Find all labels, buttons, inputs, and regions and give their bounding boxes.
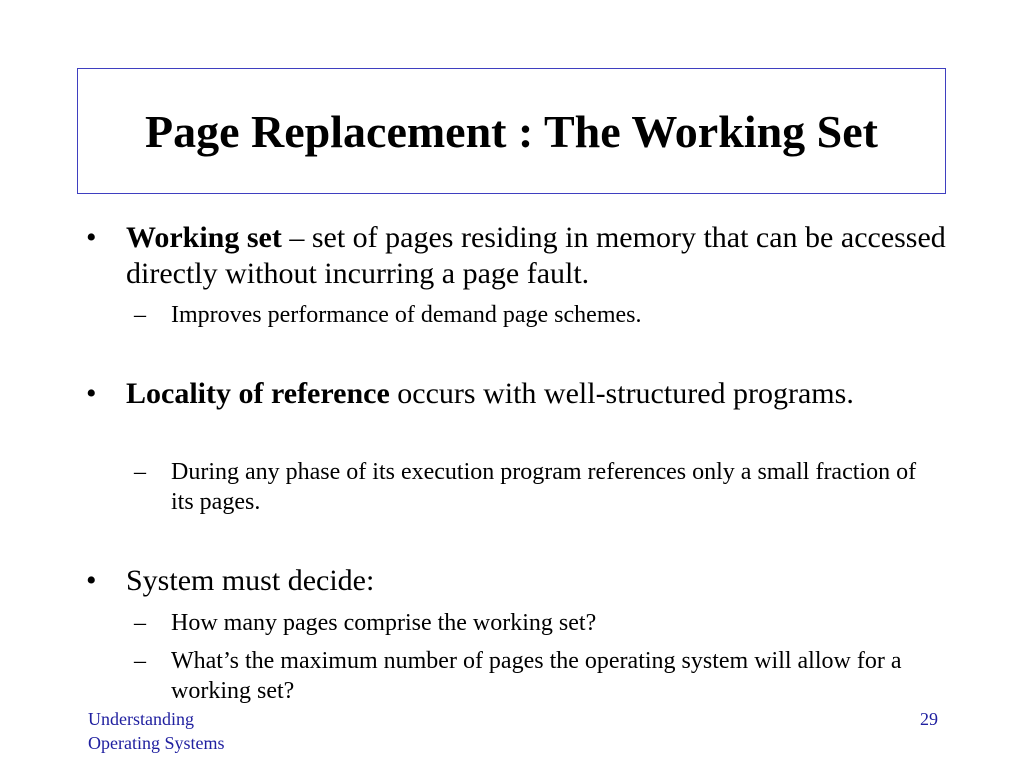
bullet-locality	[86, 376, 946, 412]
sub-bullet-text: Improves performance of demand page schemes.	[171, 302, 642, 328]
bullet-system-decide	[86, 563, 946, 599]
sub-bullet-how-many	[134, 608, 934, 638]
bullet-text: System must decide:	[126, 564, 375, 597]
sub-bullet-marker: –	[134, 459, 146, 485]
sub-bullet-maximum	[134, 646, 934, 706]
sub-bullet-marker: –	[134, 610, 146, 636]
bullet-marker: •	[86, 377, 97, 410]
sub-bullet-performance	[134, 300, 934, 330]
sub-bullet-execution-phase	[134, 457, 934, 517]
sub-bullet-text: During any phase of its execution program references only a small fraction of its pages.	[171, 459, 917, 515]
bullet-working-set	[86, 220, 946, 292]
page-number: 29	[920, 709, 938, 729]
sub-bullet-marker: –	[134, 648, 146, 674]
footer-course-title	[88, 707, 225, 755]
title-box	[77, 68, 946, 194]
bullet-text: occurs with well-structured programs.	[389, 377, 854, 410]
sub-bullet-text: How many pages comprise the working set?	[171, 610, 597, 636]
sub-bullet-text: What’s the maximum number of pages the operating system will allow for a working set?	[171, 648, 902, 704]
slide-title: Page Replacement : The Working Set	[145, 105, 878, 157]
bullet-marker: •	[86, 564, 97, 597]
bullet-marker: •	[86, 221, 97, 254]
bullet-text: – set of pages residing in memory that can be accessed directly without incurring a page fault.	[126, 221, 946, 290]
bullet-bold-term: Locality of reference	[126, 377, 390, 410]
footer-line-1: Understanding	[88, 709, 194, 729]
bullet-bold-term: Working set	[126, 221, 282, 254]
footer-line-2: Operating Systems	[88, 733, 225, 753]
sub-bullet-marker: –	[134, 302, 146, 328]
